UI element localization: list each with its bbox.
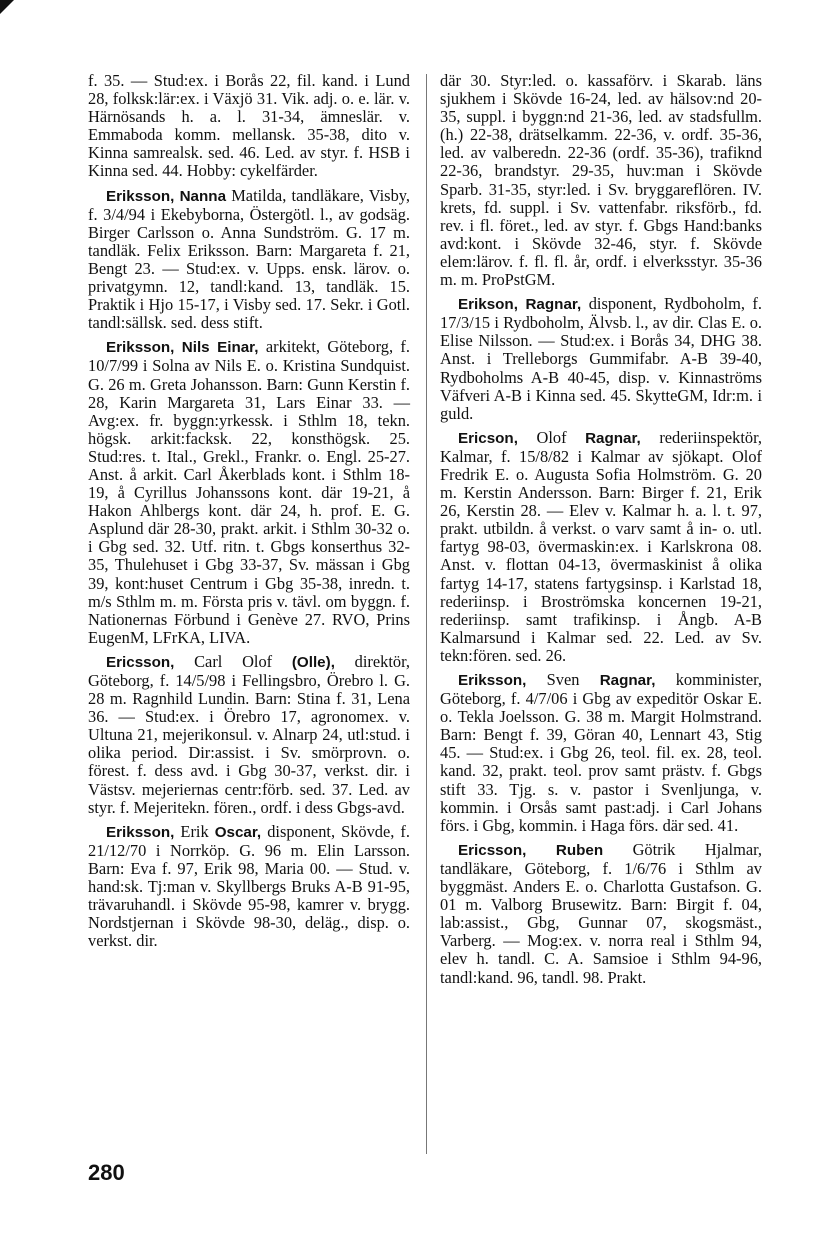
entry-call-name: Ragnar, <box>525 296 582 314</box>
entry-surname: Eriksson, <box>106 339 175 357</box>
entry-text: där 30. Styr:led. o. kassaförv. i Skarab. läns sjukhem i Skövde 16-24, led. av hälsov:nd 20-35, suppl. i byggn:nd 21-36, led. av stadsfullm. (h.) 22-38, drätselkamm. 22-36, v. ordf. 35-36, led. av valberedn. 22-36 (ordf. 35-36), trafiknd 22-36, brandstyr. 29-35, huv:man i Skövde Sparb. 31-35, styr:led. i Sv. bryggareflören. IV. krets, fd. suppl. i Sv. vattenfabr. riksförb., fd. rev. i fl. föret., led. av styr. f. Gbgs Hand:banks avd:kont. i Skövde 32-46, styr. f. Skövde elem:lärov. f. fl. fl. år, ordf. i elverksstyr. 35-36 m. m. ProPstGM. <box>440 71 762 290</box>
entry-text: Matilda, tandläkare, Visby, f. 3/4/94 i Ekebyborna, Östergötl. l., av godsäg. Birger Carlsson o. Anna Sundström. G. 17 m. tandläk. Felix Eriksson. Barn: Margareta f. 21, Bengt 23. — Stud:ex. v. Upps. ensk. lärov. o. privatgymn. 12, tandl:kand. 13, tandläk. 15. Praktik i Hjo 15-17, i Visby sed. 17. Sekr. i Gotl. tandl:sällsk. sed. dess stift. <box>88 185 410 333</box>
entry-call-name: Ruben <box>555 841 604 859</box>
biography-entry <box>88 653 410 817</box>
entry-given-names <box>174 337 181 356</box>
biography-entry <box>88 72 410 181</box>
biography-entry <box>440 429 762 665</box>
biography-entry <box>440 671 762 835</box>
entry-call-name: (Olle), <box>291 653 335 671</box>
biography-entry <box>440 841 762 987</box>
biography-entry <box>88 338 410 647</box>
entry-surname: Erikson, <box>458 296 518 314</box>
corner-crop-mark <box>0 0 14 14</box>
biography-entry <box>440 72 762 289</box>
entry-call-name: Ragnar, <box>585 429 641 447</box>
column-divider <box>426 74 427 1154</box>
biography-entry <box>440 295 762 423</box>
entry-surname: Eriksson, <box>106 823 175 841</box>
page-number: 280 <box>88 1160 125 1185</box>
entry-surname: Eriksson, <box>458 672 527 689</box>
entry-given-names: Carl Olof <box>174 651 292 671</box>
entry-call-name: Nanna <box>179 187 227 205</box>
entry-call-name: Ragnar, <box>599 672 656 689</box>
entry-surname: Eriksson, <box>106 187 175 205</box>
left-column <box>88 72 410 956</box>
right-column <box>440 72 762 993</box>
entry-given-names: Olof <box>517 427 586 447</box>
entry-surname: Ericson, <box>458 429 518 447</box>
entry-call-name: Oscar, <box>214 823 262 841</box>
biography-entry <box>88 823 410 951</box>
entry-text: Götrik Hjalmar, tandläkare, Göteborg, f. 1/6/76 i Sthlm av byggmäst. Anders E. o. Charlotta Gustafson. G. 01 m. Valborg Brusewitz. Barn: Birgit f. 04, lab:assist., Gbg, Gunnar 07, skogsmäst., Varberg. — Mog:ex. v. norra real i Sthlm 94, elev h. tandl. C. A. Samsioe i Sthlm 94-96, tandl:kand. 96, tandl. 98. Prakt. <box>440 839 762 987</box>
entry-text: disponent, Rydboholm, f. 17/3/15 i Rydboholm, Älvsb. l., av dir. Clas E. o. Elise Nilsson. — Stud:ex. i Borås 34, DHG 38. Anst. i Trelleborgs Gummifabr. A-B 39-40, Rydboholms A-B 40-45, disp. v. Kinnaströms Väfveri A-B i Kinna sed. 45. SkytteGM, Idr:m. i guld. <box>440 294 762 423</box>
entry-given-names <box>526 840 555 859</box>
entry-text: disponent, Skövde, f. 21/12/70 i Norrköp. G. 96 m. Elin Larsson. Barn: Eva f. 97, Erik 98, Maria 00. — Stud. v. hand:sk. Tj:man v. Skyllbergs Bruks A-B 91-95, trävaruhandl. i Skövde 95-98, kamrer v. brygg. Nordstjernan i Skövde 98-30, deläg., disp. o. verkst. dir. <box>88 821 410 951</box>
entry-surname: Ericsson, <box>458 841 527 859</box>
entry-given-names: Sven <box>526 670 600 689</box>
entry-text: komminister, Göteborg, f. 4/7/06 i Gbg av expeditör Oskar E. o. Tekla Joelsson. G. 38 m. Margit Holmstrand. Barn: Bengt f. 39, Göran 40, Lennart 43, Stig 45. — Stud:ex. i Gbg 26, teol. fil. ex. 28, teol. kand. 32, prakt. teol. prov samt prästv. f. Gbgs stift 33. Tjg. s. v. pastor i Svenljunga, v. kommin. i Orsås samt past:adj. i Carl Johans förs. i Gbg, kommin. i Haga förs. där sed. 41. <box>440 670 762 835</box>
entry-text: arkitekt, Göteborg, f. 10/7/99 i Solna av Nils E. o. Kristina Sundquist. G. 26 m. Greta Johansson. Barn: Gunn Kerstin f. 28, Karin Margareta 31, Lars Einar 33. — Avg:ex. fr. byggn:yrkessk. i Sthlm 18, tekn. högsk. arkit:facksk. 22, konsthögsk. 25. Stud:res. t. Ital., Grekl., Frankr. o. Engl. 25-27. Anst. å arkit. Carl Åkerblads kont. i Sthlm 18-19, å Cyrillus Johanssons kont. där 19-21, å Hakon Ahlbergs kont. där 24, h. prof. E. G. Asplund där 28-30, prakt. arkit. i Sthlm 30-32 o. i Gbg sed. 32. Utf. ritn. t. Gbgs konserthus 32-35, Thulehuset i Gbg 33-37, Sv. mässan i Gbg 39, kont:huset Centrum i Gbg 35-38, inredn. t. m/s Sthlm m. m. Första pris v. tävl. om byggn. f. Nationernas Förbund i Genève 27. RVO, Prins EugenM, LFrKA, LIVA. <box>88 337 410 647</box>
entry-text: f. 35. — Stud:ex. i Borås 22, fil. kand. i Lund 28, folksk:lär:ex. i Växjö 31. Vik. adj. o. e. lär. v. Härnösands h. a. l. 31-34, ämneslär. v. Emmaboda komm. mellansk. 35-38, dito v. Kinna samrealsk. sed. 46. Led. av styr. f. HSB i Kinna sed. 44. Hobby: cykelfärder. <box>88 71 410 181</box>
entry-surname: Ericsson, <box>106 653 175 671</box>
entry-call-name: Nils Einar, <box>181 339 259 357</box>
entry-text: direktör, Göteborg, f. 14/5/98 i Fellingsbro, Örebro l. G. 28 m. Ragnhild Lundin. Barn: Stina f. 31, Lena 36. — Stud:ex. i Örebro 17, agronomex. v. Ultuna 21, mejerikonsul. v. Alnarp 24, utl:stud. i olika period. Dir:assist. i Sv. smörprovn. o. förest. f. dess avd. i Gbg 30-37, verkst. dir. i Västsv. mejeriernas centr:förb. sed. 37. Led. av styr. f. Mejeritekn. fören., ordf. i dess Gbgs-avd. <box>88 651 410 817</box>
entry-given-names: Erik <box>174 821 215 841</box>
entry-text: rederiinspektör, Kalmar, f. 15/8/82 i Kalmar av sjökapt. Olof Fredrik E. o. Augusta Sofia Holmström. G. 20 m. Kerstin Andersson. Barn: Birger f. 21, Erik 26, Kerstin 28. — Elev v. Kalmar h. a. l. t. 97, prakt. utbildn. å verkst. o varv samt å in- o. utl. fartyg 98-03, övermaskin:ex. i Karlskrona 08. Anst. v. flottan 04-13, övermaskinist å olika fartyg 14-17, statens fartygsinsp. i Karlstad 18, rederiinsp. i Broströmska koncernen 19-21, rederiinsp. samt trafikinsp. i Ångb. A-B Kalmarsund i Kalmar sed. 22. Led. av Sv. tekn:fören. sed. 26. <box>440 427 762 665</box>
biography-entry <box>88 187 410 333</box>
